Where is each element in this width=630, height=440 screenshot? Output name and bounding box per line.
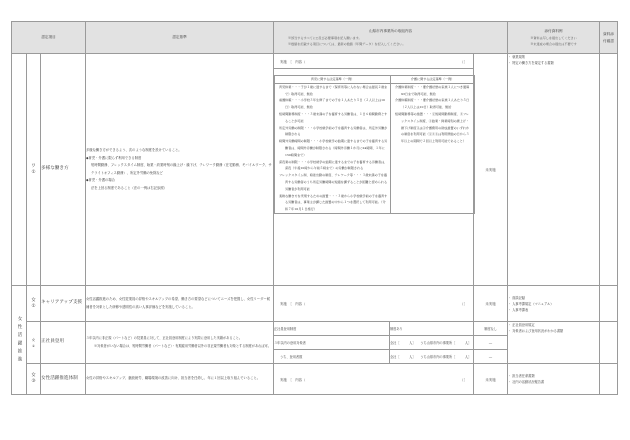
item-code-num: ①	[31, 303, 36, 309]
childcare-item: 看護休暇・・・小学校３年生修了までの子を１人あたり５日（２人以上は10日）取得可能、無給	[279, 98, 386, 110]
item-code-prefix: ワ	[31, 163, 36, 169]
header-item: 認定項目	[12, 22, 86, 54]
header-content-note2: ※数値を記載する項目については、最新の数値（年間データ）を記入してください。	[288, 41, 406, 46]
material-item: ・ 人事考課規定（マニュアル）	[508, 301, 599, 307]
childcare-item: フレックスタイム制、時差出勤の制度、テレワーク等・・・３歳未満の子を養育する労働者のうち所定労働時間の短縮を講ずることが困難と認められる労働者が利用可能	[279, 173, 388, 191]
header-materials-note1: ※資料は写しを提出してください	[530, 35, 577, 40]
item-code	[27, 54, 41, 286]
implementation-close: ）］	[461, 302, 467, 306]
standard-line: ◆育児・介護の場合	[86, 178, 115, 182]
implementation-label: 実施 ［ 内容（	[280, 302, 306, 306]
care-item: 介護休業制度・・・要介護状態の家族１人につき通算93日まで取得可能、無給	[395, 84, 470, 96]
row-wa-1	[12, 54, 618, 286]
implementation-field[interactable]	[274, 286, 474, 322]
materials-list	[508, 364, 600, 395]
attachment-check[interactable]	[600, 364, 618, 395]
implementation-label: 実施 ［ 内容（	[280, 377, 306, 382]
item-code-num: ①	[31, 169, 36, 175]
certification-form	[11, 21, 617, 395]
header-materials	[508, 22, 600, 54]
header-materials-title: 添付資料例	[544, 29, 563, 34]
care-item: 介護休暇制度・・・要介護状態の家族１人あたり５日（２人以上は10日）取得可能、無給	[395, 98, 470, 110]
eligible-dash: ―	[474, 336, 508, 350]
childcare-list	[275, 83, 391, 213]
header-content-note1: ※該当するすべてに○及び必要事項を記入願います。	[288, 35, 362, 40]
promotion-system-label: 正社員登用制度	[274, 322, 390, 336]
implementation-close: ）］	[461, 377, 467, 382]
implementation-field[interactable]	[274, 54, 473, 69]
blank-group-cell	[12, 54, 27, 286]
implementation-label: 実施 ［ 内容（	[280, 59, 306, 64]
row-women-1	[12, 286, 618, 322]
promoted-company-count[interactable]	[390, 350, 474, 364]
header-content	[274, 22, 508, 54]
item-standard	[86, 54, 274, 286]
material-item: ・ 社内の活動状況報告書	[508, 379, 599, 385]
eligible-company-count[interactable]	[390, 336, 474, 350]
childcare-item: 育児休業・・・子が１歳に達するまで（保育所等に入れない場合は最長２歳まで）取得可能、無給	[279, 84, 388, 96]
childcare-item: 所定外労働の制限・・・小学校就学前の子を養育する労働者は、所定外労働が制限される	[279, 125, 388, 137]
header-check: 資料添付確認	[600, 22, 618, 54]
company-count-field[interactable]: 全社［ 人］ うち山県市内の事業所［ 人］	[390, 341, 472, 345]
standard-line: 短時間勤務、フレックスタイム制度、始業・終業時刻の繰上げ・繰下げ、テレワーク勤務（在宅勤務、モバイルワーク、サテライトオフィス勤務）、所定外労働の免除など	[91, 163, 272, 175]
item-code-num: ②	[32, 343, 35, 348]
care-title: 介護に関する法定基準（一例）	[391, 76, 475, 84]
item-code-prefix: 女	[31, 373, 36, 378]
attachment-check[interactable]	[600, 286, 618, 322]
row-women-2a	[12, 322, 618, 336]
item-label: 女性活躍推進体制	[41, 364, 86, 395]
header-materials-note2: ※未達成の場合の提出は不要です	[530, 41, 577, 46]
childcare-item: 短時間勤務制度・・・３歳未満の子を養育する労働者は、１日６時間勤務とすることが可能	[279, 111, 388, 123]
row-women-3	[12, 364, 618, 395]
promoted-label: うち、登用者数	[274, 350, 390, 364]
item-code	[27, 286, 41, 322]
status-not-implemented[interactable]: 未実施	[474, 286, 508, 322]
item-code	[27, 364, 41, 395]
material-item: ・ 就業規則	[508, 54, 599, 60]
promoted-dash: ―	[474, 350, 508, 364]
attachment-check[interactable]	[600, 54, 618, 286]
item-code-num: ③	[31, 379, 36, 384]
childcare-item: 時間外労働時間の制限・・・小学校就学の始期に達するまでの子を養育する労働者は、時間外労働が制限される（時間外労働１か月に24時間、１年に150時間まで）	[279, 139, 388, 157]
materials-list	[508, 286, 600, 322]
implementation-close: ）］	[461, 59, 467, 64]
material-item: ・ 面談記録	[508, 295, 599, 301]
materials-list	[508, 322, 600, 364]
item-code	[27, 322, 41, 364]
header-content-title: 山県市内事業所の取組内容	[368, 29, 413, 34]
item-standard	[86, 322, 274, 364]
certification-table	[11, 21, 618, 395]
group-label: 女性活躍推進	[17, 315, 22, 365]
care-item: 短時間勤務等の措置・・・①短時間勤務制度、②フレックスタイム制度、③始業・終業時刻の繰上げ・繰下げ制度又は④介護費用の助成措置のいずれかの制度を利用可能（①②③は利用開始の日から３年以上の期間で２回以上利用可能であること）	[395, 111, 470, 144]
status-not-implemented[interactable]: 未実施	[474, 364, 508, 395]
legal-standards-table	[274, 75, 475, 214]
header-row	[12, 22, 618, 54]
attachment-check[interactable]	[600, 322, 618, 364]
material-item: ・ 対象者および登用状況がわかる書類	[508, 328, 599, 334]
standard-line: ◆育児・介護に限らず利用できる制度	[86, 155, 142, 160]
childcare-item: 柔軟な働き方を実現するための措置・・・３歳から小学校就学前の子を養育する労働者は、事業主が講じた措置の中から１つを選択して利用可能。（令和７年10月１日施行）	[279, 193, 388, 212]
eligible-label: ３年以内の登用対象者	[274, 336, 390, 350]
item-label: 正社員登用	[41, 322, 86, 364]
item-label: キャリアアップ支援	[41, 286, 86, 322]
item-standard: 女性の昇格やスキルアップ、継続就労、職場環境の改善に向け、担当者を任命し、年に１回以上取り組んでいること。	[86, 364, 274, 395]
status-not-implemented[interactable]: 未実施	[474, 54, 508, 286]
material-item: ・ 人事考課表	[508, 307, 599, 313]
content-cell	[274, 54, 474, 286]
item-label: 多様な働き方	[41, 54, 86, 286]
standard-line: 法を上回る制度であること（法の一例は右記参照）	[91, 185, 167, 190]
option-system-exists[interactable]: 制度あり	[390, 322, 474, 336]
material-item: ・ 特定の働き方を規定する書類	[508, 60, 599, 66]
material-item: ・ 正社員登用規定	[508, 322, 599, 328]
item-standard: 女性活躍推進のため、女性従業員の昇格やスキルアップの希望、働き方の要望などについてニーズを把握し、女性リーダー候補者を対象とした研修や透明性の高い人事評価などを実施していること。	[86, 286, 274, 322]
materials-list	[508, 54, 600, 286]
childcare-title: 育児に関する法定基準（一例）	[275, 76, 391, 84]
standard-main: ３年以内に非正規（パートなど）の従業員に対して、正社員登用制度により実際に登用した実績があること。	[86, 336, 243, 340]
childcare-item: 深夜業の制限・・・小学校就学の始期に達するまでの子を養育する労働者は、深夜（午後10時から午前５時まで）の労働が制限される	[279, 159, 388, 171]
group-label-cell	[12, 286, 27, 395]
care-list	[391, 83, 475, 213]
company-count-field[interactable]: 全社［ 人］ うち山県市内の事業所［ 人］	[390, 355, 472, 359]
implementation-field[interactable]	[274, 364, 474, 395]
option-system-none[interactable]: 制度なし	[474, 322, 508, 336]
item-code-prefix: 女	[31, 297, 36, 303]
material-item: ・ 担当者任命書類	[508, 373, 599, 379]
header-standard: 認定基準	[86, 22, 274, 54]
standard-note: ※対象者がいない場合は、短時間労働者（パートなど）・有期雇用労働者以外の非正規労働者も対象とする制度があれば可。	[94, 343, 271, 348]
item-code-prefix: 女	[31, 337, 36, 342]
standard-line: 多様な働き方ができるよう、次のような制度を設けていること。	[86, 148, 182, 152]
